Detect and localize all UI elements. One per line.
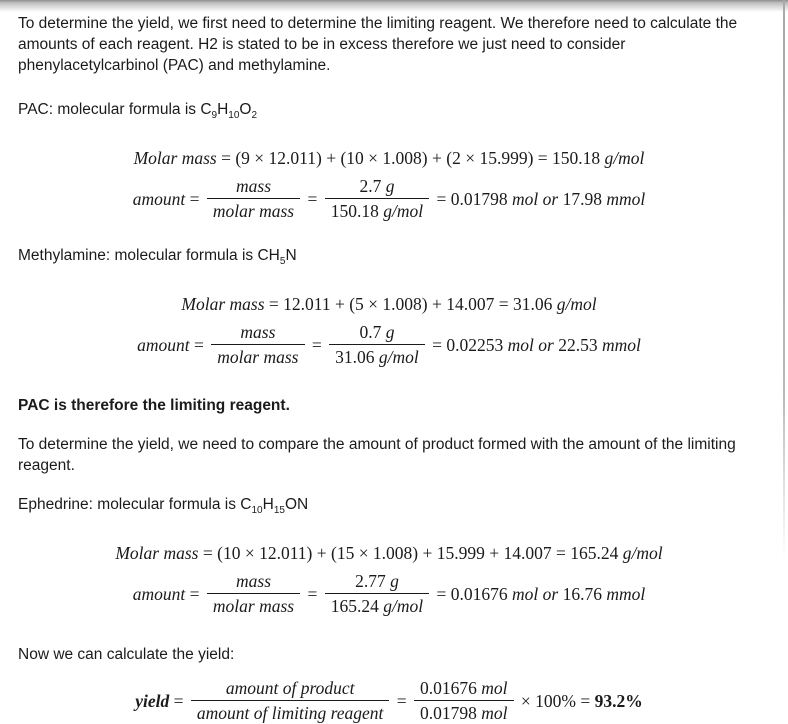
equation-pac-molar-mass: Molar mass = (9 × 12.011) + (10 × 1.008) + (2 × 15.999) = 150.18 g/mol xyxy=(133,148,645,169)
pac-chemical-formula: $C_9H_{10}O_2$ xyxy=(200,101,258,122)
ephedrine-chemical-formula: $C_{10}H_{15}ON$ xyxy=(240,496,309,517)
pac-line-prefix: PAC: molecular formula is xyxy=(18,101,201,118)
ephedrine-formula-line xyxy=(18,494,760,521)
methylamine-formula-line xyxy=(18,245,760,272)
paragraph-intro: To determine the yield, we first need to determine the limiting reagent. We therefore need to calculate the amounts of each reagent. H2 is stated to be in excess therefore we just need to consider phenylacetylcarbinol (PAC) and methylamine. xyxy=(18,15,738,74)
equation-ephedrine-amount: amount = $\frac{\text{mass}}{\text{molar mass}}$ = $\frac{2.77 g}{\text{165.24 g/mol}}$ = 0.01676 mol or 16.76 mmol xyxy=(132,571,646,617)
equation-yield: yield = $\frac{\text{amount of product}}{\text{amount of limiting reagent}}$ = $\frac{\text{0.01676 mol}}{\text{0.01798 mol}}$ × 100% = 93.2% xyxy=(135,678,643,724)
ephedrine-line-prefix: Ephedrine: molecular formula is xyxy=(18,496,241,514)
methylamine-line-prefix: Methylamine: molecular formula is xyxy=(18,247,258,265)
equation-methylamine-amount: amount = $\frac{\text{mass}}{\text{molar mass}}$ = $\frac{0.7 g}{\text{31.06 g/mol}}$ = 0.02253 mol or 22.53 mmol xyxy=(137,322,641,368)
pac-formula-line xyxy=(18,99,760,126)
methylamine-chemical-formula: $CH_5N$ xyxy=(257,247,297,268)
paragraph-yield-explanation: To determine the yield, we need to compare the amount of product formed with the amount of the limiting reagent. xyxy=(18,436,736,475)
limiting-reagent-conclusion: PAC is therefore the limiting reagent. xyxy=(18,397,290,415)
equation-methylamine-molar-mass: Molar mass = 12.011 + (5 × 1.008) + 14.007 = 31.06 g/mol xyxy=(181,294,597,315)
equation-pac-amount: amount = $\frac{\text{mass}}{\text{molar mass}}$ = $\frac{2.7 g}{\text{150.18 g/mol}}$ = 0.01798 mol or 17.98 mmol xyxy=(132,176,646,222)
equation-ephedrine-molar-mass: Molar mass = (10 × 12.011) + (15 × 1.008) + 15.999 + 14.007 = 165.24 g/mol xyxy=(115,543,663,564)
yield-intro-line: Now we can calculate the yield: xyxy=(18,646,235,664)
